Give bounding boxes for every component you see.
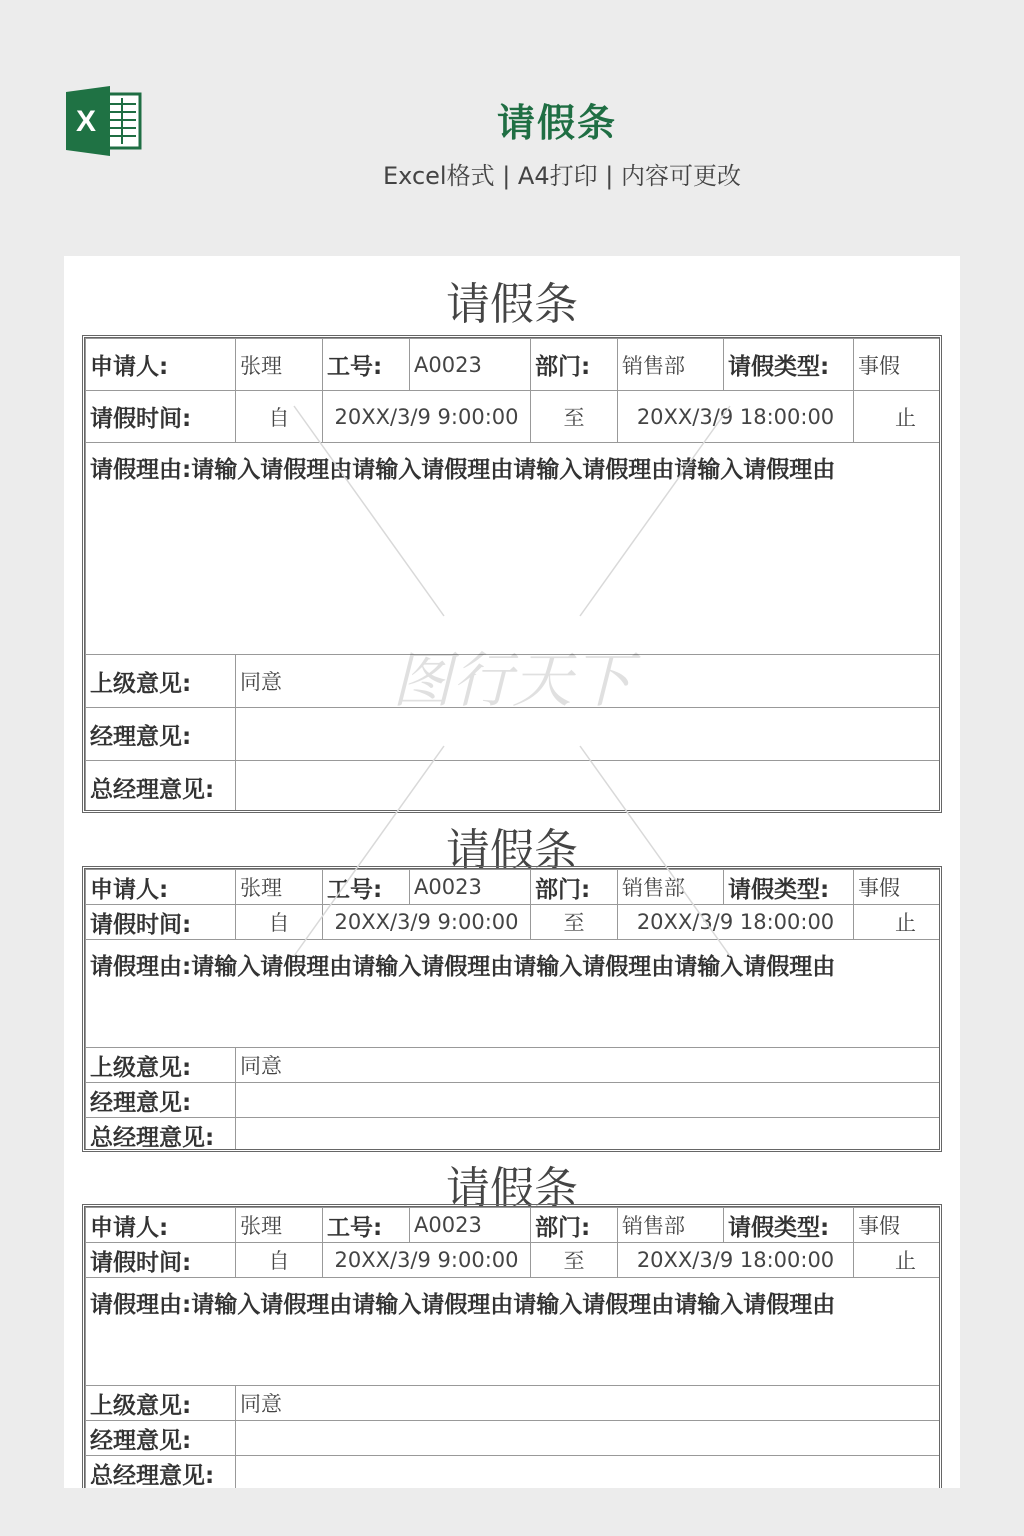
applicant-label: 申请人: — [86, 339, 236, 391]
leave-form — [82, 1204, 942, 1488]
department-value: 销售部 — [618, 870, 724, 905]
start-time-value: 20XX/3/9 9:00:00 — [323, 1243, 531, 1278]
department-value: 销售部 — [618, 1208, 724, 1243]
form-title: 请假条 — [446, 279, 578, 330]
reason-label: 请假理由: — [90, 457, 192, 483]
leave-form — [82, 335, 942, 813]
page-title: 请假条 — [496, 101, 617, 145]
employee-id-value: A0023 — [410, 870, 531, 905]
end-time-value: 20XX/3/9 18:00:00 — [618, 905, 854, 940]
end-time-value: 20XX/3/9 18:00:00 — [618, 391, 854, 443]
department-label: 部门: — [531, 870, 618, 905]
supervisor-opinion-value: 同意 — [236, 1386, 943, 1421]
supervisor-opinion-label: 上级意见: — [86, 655, 236, 708]
leave-type-value: 事假 — [854, 870, 943, 905]
supervisor-opinion-label: 上级意见: — [86, 1048, 236, 1083]
applicant-label: 申请人: — [86, 1208, 236, 1243]
employee-id-label: 工号: — [323, 1208, 410, 1243]
to-word: 至 — [531, 1243, 618, 1278]
start-time-value: 20XX/3/9 9:00:00 — [323, 905, 531, 940]
employee-id-label: 工号: — [323, 339, 410, 391]
manager-opinion-label: 经理意见: — [86, 708, 236, 761]
stop-word: 止 — [854, 391, 943, 443]
reason-cell — [86, 1278, 943, 1386]
employee-id-label: 工号: — [323, 870, 410, 905]
leave-type-value: 事假 — [854, 1208, 943, 1243]
leave-type-label: 请假类型: — [724, 339, 854, 391]
leave-time-label: 请假时间: — [86, 391, 236, 443]
gm-opinion-value — [236, 1118, 943, 1153]
applicant-label: 申请人: — [86, 870, 236, 905]
manager-opinion-value — [236, 708, 943, 761]
department-label: 部门: — [531, 1208, 618, 1243]
stop-word: 止 — [854, 905, 943, 940]
to-word: 至 — [531, 905, 618, 940]
manager-opinion-label: 经理意见: — [86, 1421, 236, 1456]
applicant-value: 张理 — [236, 339, 323, 391]
gm-opinion-label: 总经理意见: — [86, 761, 236, 814]
leave-form — [82, 866, 942, 1152]
start-time-value: 20XX/3/9 9:00:00 — [323, 391, 531, 443]
department-label: 部门: — [531, 339, 618, 391]
leave-time-label: 请假时间: — [86, 905, 236, 940]
gm-opinion-label: 总经理意见: — [86, 1456, 236, 1489]
reason-cell — [86, 443, 943, 655]
employee-id-value: A0023 — [410, 339, 531, 391]
form-title: 请假条 — [446, 825, 578, 876]
page-subtitle: Excel格式 | A4打印 | 内容可更改 — [383, 162, 741, 190]
gm-opinion-value — [236, 1456, 943, 1489]
manager-opinion-value — [236, 1083, 943, 1118]
gm-opinion-label: 总经理意见: — [86, 1118, 236, 1153]
reason-value: 请输入请假理由请输入请假理由请输入请假理由请输入请假理由 — [191, 954, 836, 980]
reason-cell — [86, 940, 943, 1048]
employee-id-value: A0023 — [410, 1208, 531, 1243]
supervisor-opinion-value: 同意 — [236, 1048, 943, 1083]
leave-type-label: 请假类型: — [724, 1208, 854, 1243]
leave-time-label: 请假时间: — [86, 1243, 236, 1278]
supervisor-opinion-label: 上级意见: — [86, 1386, 236, 1421]
applicant-value: 张理 — [236, 870, 323, 905]
reason-value: 请输入请假理由请输入请假理由请输入请假理由请输入请假理由 — [191, 457, 836, 483]
reason-value: 请输入请假理由请输入请假理由请输入请假理由请输入请假理由 — [191, 1292, 836, 1318]
stop-word: 止 — [854, 1243, 943, 1278]
from-word: 自 — [236, 391, 323, 443]
from-word: 自 — [236, 1243, 323, 1278]
leave-type-label: 请假类型: — [724, 870, 854, 905]
manager-opinion-value — [236, 1421, 943, 1456]
end-time-value: 20XX/3/9 18:00:00 — [618, 1243, 854, 1278]
supervisor-opinion-value: 同意 — [236, 655, 943, 708]
reason-label: 请假理由: — [90, 954, 192, 980]
department-value: 销售部 — [618, 339, 724, 391]
watermark-text: 图行天下 — [392, 646, 632, 716]
manager-opinion-label: 经理意见: — [86, 1083, 236, 1118]
form-title: 请假条 — [446, 1163, 578, 1214]
leave-type-value: 事假 — [854, 339, 943, 391]
reason-label: 请假理由: — [90, 1292, 192, 1318]
from-word: 自 — [236, 905, 323, 940]
document-preview — [64, 256, 960, 1488]
to-word: 至 — [531, 391, 618, 443]
gm-opinion-value — [236, 761, 943, 814]
logo-letter: X — [75, 105, 97, 138]
applicant-value: 张理 — [236, 1208, 323, 1243]
